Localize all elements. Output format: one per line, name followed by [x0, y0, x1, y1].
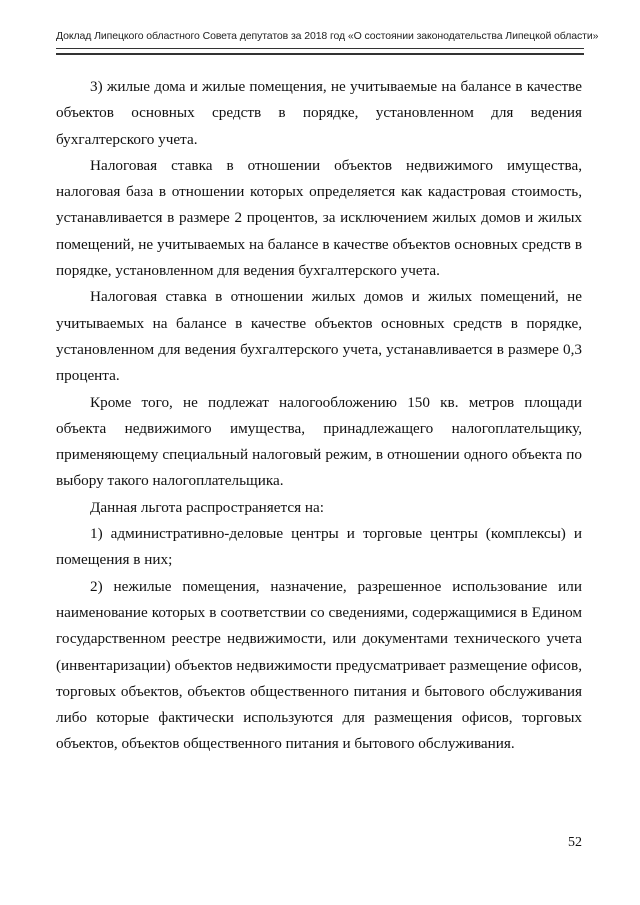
header-divider — [56, 48, 584, 55]
paragraph: 2) нежилые помещения, назначение, разрешенное использование или наименование которых в соответствии со сведениями, содержащимися в Едином государственном реестре недвижимости, или документами технического учета (инвентаризации) объектов недвижимости предусматривает размещение офисов, торговых объектов, объектов общественного питания и бытового обслуживания либо которые фактически используются для размещения офисов, торговых объектов, объектов общественного питания и бытового обслуживания. — [56, 577, 582, 753]
paragraph: Налоговая ставка в отношении объектов недвижимого имущества, налоговая база в отношении которых определяется как кадастровая стоимость, устанавливается в размере 2 процентов, за исключением жилых домов и жилых помещений, не учитываемых на балансе в качестве объектов основных средств в порядке, установленном для ведения бухгалтерского учета. — [56, 156, 582, 280]
page-number: 52 — [568, 835, 582, 850]
document-body — [56, 74, 582, 758]
paragraph: Налоговая ставка в отношении жилых домов и жилых помещений, не учитываемых на балансе в качестве объектов основных средств в порядке, установленном для ведения бухгалтерского учета, устанавливается в размере 0,3 процента. — [56, 288, 582, 385]
paragraph: 3) жилые дома и жилые помещения, не учитываемые на балансе в качестве объектов основных средств в порядке, установленном для ведения бухгалтерского учета. — [56, 78, 582, 148]
paragraph: Данная льгота распространяется на: — [90, 498, 324, 516]
paragraph: Кроме того, не подлежат налогообложению 150 кв. метров площади объекта недвижимого имущества, принадлежащего налогоплательщику, применяющему специальный налоговый режим, в отношении одного объекта по выбору такого налогоплательщика. — [56, 393, 582, 490]
running-header: Доклад Липецкого областного Совета депутатов за 2018 год «О состоянии законодательства Липецкой области» — [56, 30, 599, 42]
paragraph: 1) административно-деловые центры и торговые центры (комплексы) и помещения в них; — [56, 525, 582, 569]
